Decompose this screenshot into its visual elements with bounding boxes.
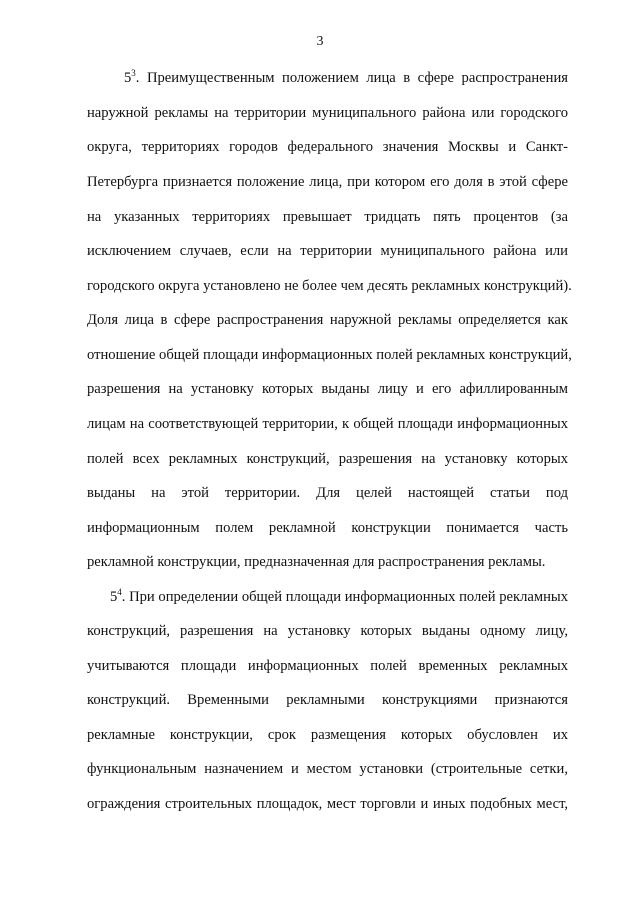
- paragraph-5-3-line-10: разрешения на установку которых выданы лицу и его афиллированным: [87, 381, 568, 397]
- paragraph-5-3-line-6: исключением случаев, если на территории муниципального района или: [87, 243, 568, 259]
- paragraph-5-3-line-15: рекламной конструкции, предназначенная для распространения рекламы.: [87, 554, 546, 570]
- paragraph-5-3-line-12: полей всех рекламных конструкций, разрешения на установку которых: [87, 451, 568, 467]
- paragraph-number: 5: [110, 589, 118, 605]
- paragraph-5-3-line-14: информационным полем рекламной конструкции понимается часть: [87, 520, 568, 536]
- paragraph-5-3-line-5: на указанных территориях превышает тридцать пять процентов (за: [87, 209, 568, 225]
- paragraph-number-superscript: 4: [117, 587, 122, 597]
- paragraph-5-4-line-4: конструкций. Временными рекламными конструкциями признаются: [87, 692, 568, 708]
- paragraph-5-3-line-8: Доля лица в сфере распространения наружной рекламы определяется как: [87, 312, 568, 328]
- paragraph-5-3-line-7: городского округа установлено не более чем десять рекламных конструкций).: [87, 278, 572, 294]
- paragraph-5-3-line-9: отношение общей площади информационных полей рекламных конструкций,: [87, 347, 572, 363]
- paragraph-5-3-line-3: округа, территориях городов федерального значения Москвы и Санкт-: [87, 139, 568, 155]
- line-text: . При определении общей площади информационных полей рекламных: [121, 589, 568, 605]
- paragraph-5-4-line-6: функциональным назначением и местом установки (строительные сетки,: [87, 761, 568, 777]
- paragraph-5-4-line-2: конструкций, разрешения на установку которых выданы одному лицу,: [87, 623, 568, 639]
- paragraph-5-3-line-2: наружной рекламы на территории муниципального района или городского: [87, 105, 568, 121]
- paragraph-5-3-line-4: Петербурга признается положение лица, при котором его доля в этой сфере: [87, 174, 568, 190]
- line-text: . Преимущественным положением лица в сфере распространения: [135, 70, 568, 86]
- paragraph-5-4-line-1: [110, 588, 568, 606]
- paragraph-5-4-line-3: учитываются площади информационных полей временных рекламных: [87, 658, 568, 674]
- paragraph-number-superscript: 3: [131, 68, 136, 78]
- paragraph-5-4-line-7: ограждения строительных площадок, мест торговли и иных подобных мест,: [87, 796, 568, 812]
- page-number: 3: [316, 34, 324, 49]
- paragraph-5-3-line-11: лицам на соответствующей территории, к общей площади информационных: [87, 416, 568, 432]
- paragraph-5-3-line-1: [124, 69, 568, 87]
- paragraph-number: 5: [124, 70, 132, 86]
- paragraph-5-4-line-5: рекламные конструкции, срок размещения которых обусловлен их: [87, 727, 568, 743]
- paragraph-5-3-line-13: выданы на этой территории. Для целей настоящей статьи под: [87, 485, 568, 501]
